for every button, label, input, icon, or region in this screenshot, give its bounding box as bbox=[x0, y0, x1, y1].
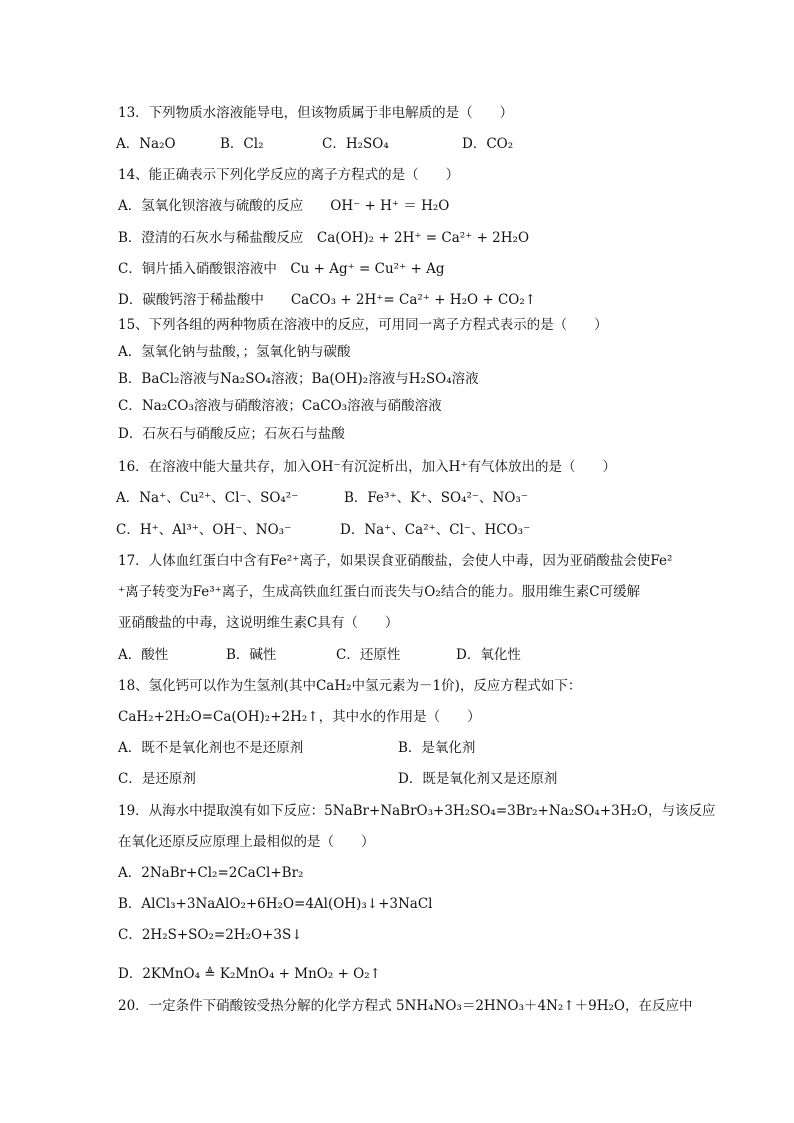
option-c[interactable]: C．H⁺、Al³⁺、OH⁻、NO₃⁻ bbox=[116, 522, 292, 538]
option-c[interactable]: C．H₂SO₄ bbox=[322, 136, 389, 152]
option-b[interactable]: B．Cl₂ bbox=[220, 136, 264, 152]
option-b[interactable]: B．是氧化剂 bbox=[398, 740, 476, 756]
option-a[interactable]: A．Na₂O bbox=[116, 136, 176, 152]
exam-page: 13．下列物质水溶液能导电，但该物质属于非电解质的是（ ） A．Na₂O B．Cl₂ C．H₂SO₄ D．CO₂ 14、能正确表示下列化学反应的离子方程式的是（ ） A．氢氧化钡溶液与硫酸的反应 OH⁻ + H⁺ ＝ H₂O B．澄清的石灰水与稀盐酸反应 Ca(OH)₂ + 2H⁺ = Ca²⁺ + 2H₂O C．铜片插入硝酸银溶液中 Cu + Ag⁺ = Cu²⁺ + Ag D．碳酸钙溶于稀盐酸中 CaCO₃ + 2H⁺= Ca²⁺ + H₂O + CO₂↑ 15、下列各组的两种物质在溶液中的反应，可用同一离子方程式表示的是（ ） A．氢氧化钠与盐酸，；氢氧化钠与碳酸 B．BaCl₂溶液与Na₂SO₄溶液；Ba(OH)₂溶液与H₂SO₄溶液 C．Na₂CO₃溶液与硝酸溶液；CaCO₃溶液与硝酸溶液 D．石灰石与硝酸反应；石灰石与盐酸 16．在溶液中能大量共存，加入OH⁻有沉淀析出，加入H⁺有气体放出的是（ ） A．Na⁺、Cu²⁺、Cl⁻、SO₄²⁻ B．Fe³⁺、K⁺、SO₄²⁻、NO₃⁻ C．H⁺、Al³⁺、OH⁻、NO₃⁻ D．Na⁺、Ca²⁺、Cl⁻、HCO₃⁻ 17．人体血红蛋白中含有Fe²⁺离子，如果误食亚硝酸盐，会使人中毒，因为亚硝酸盐会使Fe² ⁺离子转变为Fe³⁺离子，生成高铁血红蛋白而丧失与O₂结合的能力。服用维生素C可缓解 亚硝酸盐的中毒，这说明维生素C具有（ ） A．酸性 B．碱性 C．还原性 D．氧化性 18、氢化钙可以作为生氢剂(其中CaH₂中氢元素为－1价)，反应方程式如下： CaH₂+2H₂O=Ca(OH)₂+2H₂↑，其中水的作用是（ ） A．既不是氧化剂也不是还原剂 B．是氧化剂 C．是还原剂 D．既是氧化剂又是还原剂 19．从海水中提取溴有如下反应：5NaBr+NaBrO₃+3H₂SO₄=3Br₂+Na₂SO₄+3H₂O，与该反应 在氧化还原反应原理上最相似的是（ ） A．2NaBr+Cl₂=2CaCl+Br₂ B．AlCl₃+3NaAlO₂+6H₂O=4Al(OH)₃↓+3NaCl C．2H₂S+SO₂=2H₂O+3S↓ D．2KMnO₄ ≜ K₂MnO₄ + MnO₂ + O₂↑ 20．一定条件下硝酸铵受热分解的化学方程式 5NH₄NO₃＝2HNO₃＋4N₂↑＋9H₂O，在反应中 bbox=[116, 105, 716, 1014]
option-a[interactable]: A．Na⁺、Cu²⁺、Cl⁻、SO₄²⁻ bbox=[116, 490, 299, 506]
option-a[interactable]: A．既不是氧化剂也不是还原剂 bbox=[118, 740, 304, 756]
option-c[interactable]: C．还原性 bbox=[336, 647, 401, 663]
option-a[interactable]: A．酸性 bbox=[118, 647, 169, 663]
option-d[interactable]: D．氧化性 bbox=[456, 647, 521, 663]
option-d[interactable]: D．既是氧化剂又是还原剂 bbox=[398, 771, 558, 787]
option-b[interactable]: B．Fe³⁺、K⁺、SO₄²⁻、NO₃⁻ bbox=[344, 490, 528, 506]
option-d[interactable]: D．Na⁺、Ca²⁺、Cl⁻、HCO₃⁻ bbox=[340, 522, 531, 538]
option-c[interactable]: C．是还原剂 bbox=[118, 771, 196, 787]
option-b[interactable]: B．碱性 bbox=[226, 647, 277, 663]
option-d[interactable]: D．CO₂ bbox=[462, 136, 514, 152]
